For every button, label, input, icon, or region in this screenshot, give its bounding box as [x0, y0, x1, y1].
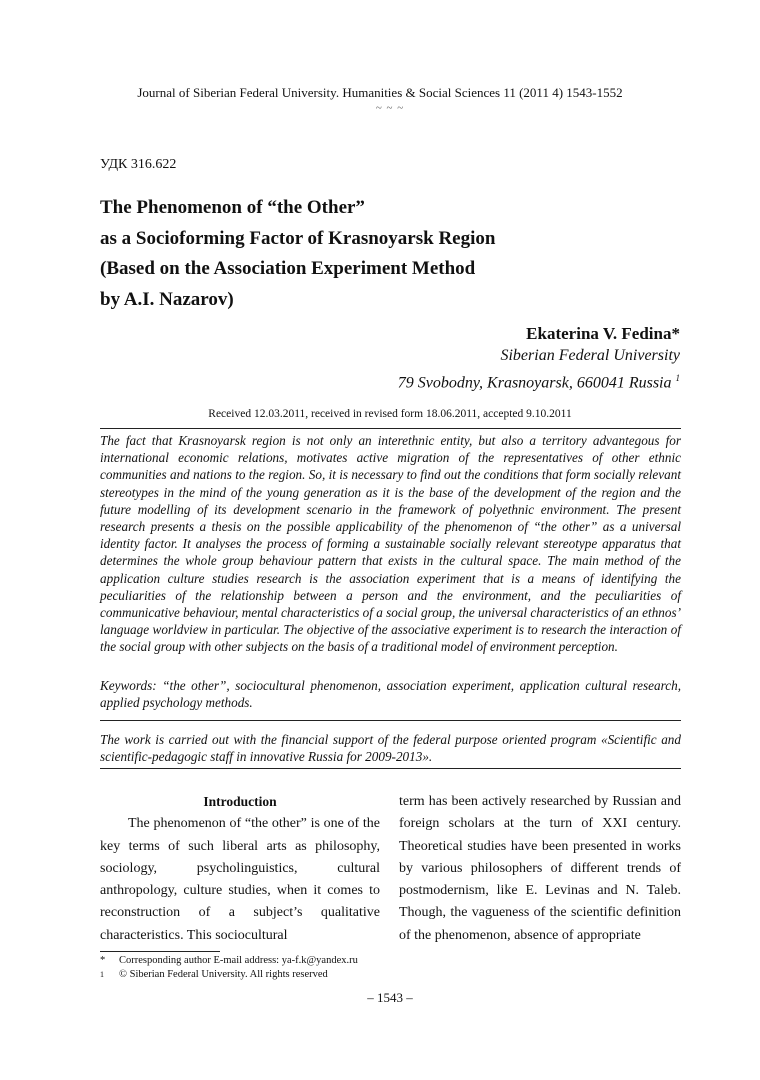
footnote-text: Corresponding author E-mail address: ya-f.k@yandex.ru: [119, 955, 358, 966]
article-title: [100, 193, 700, 315]
header-separator: ~ ~ ~: [375, 102, 405, 114]
footnote-mark: *: [100, 955, 106, 966]
footnote-rule: [100, 951, 220, 952]
rule-top: [100, 428, 681, 429]
abstract: The fact that Krasnoyarsk region is not only an interethnic entity, but also a territory advantegous for international economic relations, motivates active migration of the representatives of other ethnic communities and nations to the region. So, it is necessary to find out the conditions that form socially relevant stereotypes in the mind of the young generation as it is the base of the development of the region and the future modelling of its development scenario in the framework of polyethnic environment. The present research presents a thesis on the possible applicability of the phenomenon of “the other” as a universal identity factor. It analyses the process of forming a sustainable socially relevant stereotype apparatus that determines the whole group behaviour pattern that exists in the cultural space. The main method of the application culture studies research is the association experiment that is a means of identifying the peculiarities of the relationship between a person and the environment, and the peculiarities of communicative behaviour, mental characteristics of a social group, the universal characteristics of an ethnos’ language worldview in particular. The objective of the associative experiment is to research the interaction of the social group with other subjects on the basis of a traditional model of environment perception.: [100, 433, 681, 655]
title-line: by A.I. Nazarov): [100, 288, 234, 310]
footnote-mark: 1: [100, 970, 104, 979]
journal-header: Journal of Siberian Federal University. Humanities & Social Sciences 11 (2011 4) 1543-1552: [137, 85, 623, 100]
author-address-line: [398, 367, 680, 394]
title-line: as a Socioforming Factor of Krasnoyarsk Region: [100, 227, 496, 249]
received-dates: Received 12.03.2011, received in revised form 18.06.2011, accepted 9.10.2011: [208, 408, 572, 420]
funding-note: The work is carried out with the financial support of the federal purpose oriented program «Scientific and scientific-pedagogic staff in innovative Russia for 2009-2013».: [100, 732, 681, 765]
title-line: The Phenomenon of “the Other”: [100, 197, 365, 218]
footnote-text: © Siberian Federal University. All rights reserved: [119, 969, 328, 980]
footnote: [100, 968, 500, 982]
left-column: [100, 791, 380, 947]
body-paragraph: The phenomenon of “the other” is one of the key terms of such liberal arts as philosophy, sociology, psycholinguistics, cultural anthropology, culture studies, when it comes to reconstruction of a subject’s qualitative characteristics. This sociocultural: [100, 816, 380, 943]
page-number: – 1543 –: [367, 990, 413, 1005]
udk-code: УДК 316.622: [100, 157, 177, 172]
footnotes: [100, 954, 500, 982]
author-block: [398, 323, 680, 394]
keywords: Keywords: “the other”, sociocultural phenomenon, association experiment, application cultural research, applied psychology methods.: [100, 678, 681, 711]
footnote: [100, 954, 500, 968]
right-column: [399, 791, 681, 947]
author-address: 79 Svobodny, Krasnoyarsk, 660041 Russia: [397, 374, 672, 392]
body-paragraph: term has been actively researched by Russian and foreign scholars at the turn of XXI century. Theoretical studies have been presented in works by various philosophers of different trends of postmodernism, like E. Levinas and N. Taleb. Though, the vagueness of the scientific definition of the phenomenon, absence of appropriate: [399, 794, 681, 943]
rule-bottom: [100, 768, 681, 769]
address-footnote-mark: 1: [675, 373, 680, 383]
author-name: Ekaterina V. Fedina*: [526, 324, 680, 343]
author-affiliation: Siberian Federal University: [500, 347, 680, 364]
title-line: (Based on the Association Experiment Method: [100, 258, 476, 279]
rule-middle: [100, 720, 681, 721]
section-title: Introduction: [203, 794, 277, 809]
